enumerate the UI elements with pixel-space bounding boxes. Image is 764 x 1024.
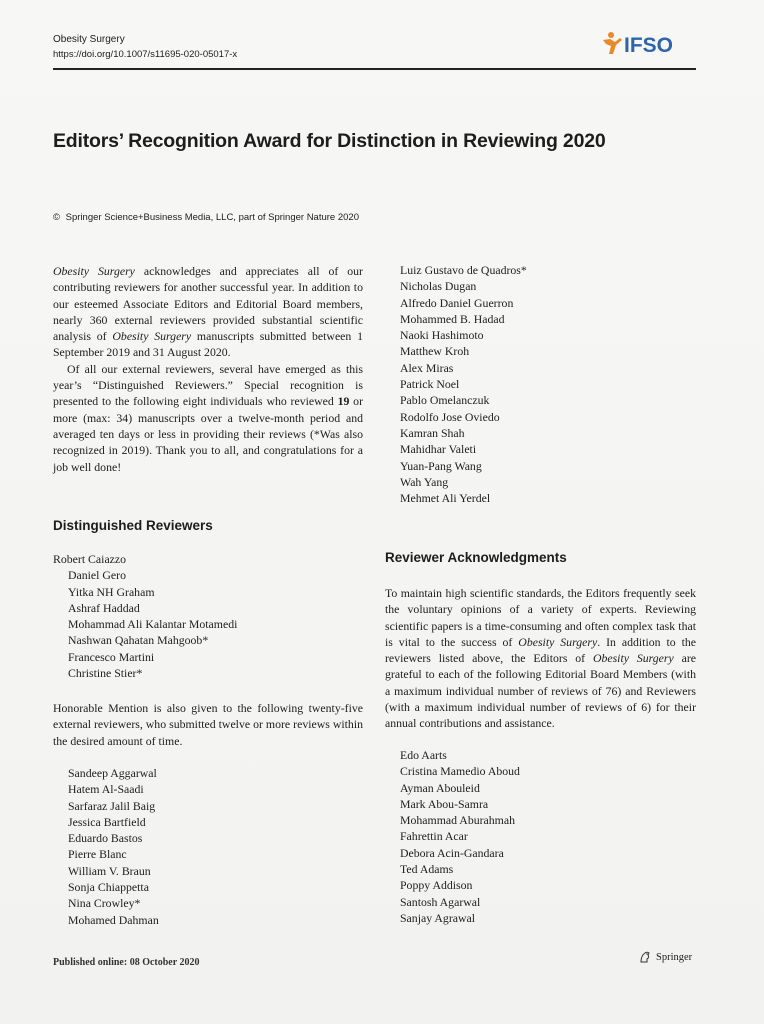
springer-logo (638, 950, 692, 964)
doi-link[interactable]: https://doi.org/10.1007/s11695-020-05017-x (53, 49, 238, 60)
reviewer-name: Nicholas Dugan (400, 279, 477, 294)
reviewer-name: Mohammed B. Hadad (400, 311, 505, 326)
honorable-list-right-wrap (385, 262, 696, 506)
acknowledgments-paragraph: To maintain high scientific standards, the Editors frequently seek the voluntary opinions of a variety of experts. Reviewing scientific papers is a time-consuming and often complex task that is vital to the success of Obesity Surgery. In addition to the reviewers listed above, the Editors of Obesity Surgery are grateful to each of the following Editorial Board Members (with a maximum individual number of reviews of 76) and Reviewers (with a maximum individual number of reviews of 6) for their annual contributions and assistance. (385, 586, 696, 731)
reviewer-name: Ashraf Haddad (68, 600, 140, 615)
reviewer-name: Nashwan Qahatan Mahgoob* (68, 633, 209, 648)
reviewer-name: Sarfaraz Jalil Baig (68, 798, 156, 813)
reviewer-name: Patrick Noel (400, 377, 460, 392)
reviewer-name: Yuan-Pang Wang (400, 458, 482, 473)
published-date: Published online: 08 October 2020 (53, 957, 200, 968)
reviewer-name: Mahidhar Valeti (400, 442, 477, 457)
reviewer-name: Rodolfo Jose Oviedo (400, 409, 500, 424)
distinguished-list (53, 551, 363, 681)
reviewer-name: Kamran Shah (400, 425, 465, 440)
springer-horse-icon (638, 950, 652, 964)
journal-name: Obesity Surgery (53, 34, 125, 45)
reviewer-name: Sandeep Aggarwal (68, 766, 157, 780)
reviewer-name: Debora Acin-Gandara (400, 845, 504, 860)
reviewer-name: Matthew Kroh (400, 344, 470, 359)
journal-ref: Obesity Surgery (592, 651, 674, 666)
reviewer-name: Christine Stier* (68, 666, 143, 681)
acknowledgments-text (385, 585, 696, 732)
reviewer-name: Ted Adams (400, 862, 454, 877)
springer-text: Springer (656, 951, 693, 963)
reviewer-name: Santosh Agarwal (400, 894, 481, 909)
reviewer-name: Naoki Hashimoto (400, 328, 484, 343)
intro-text (53, 263, 363, 475)
honorable-list-right (385, 262, 696, 506)
logo-text: IFSO (624, 34, 674, 57)
honorable-list-left (53, 765, 363, 928)
reviewer-name: Mark Abou-Samra (400, 796, 489, 811)
reviewer-name: William V. Braun (68, 863, 151, 878)
reviewer-name: Mohammad Aburahmah (400, 813, 515, 828)
reviewer-name: Poppy Addison (400, 878, 473, 893)
reviewer-name: Sonja Chiappetta (68, 880, 149, 895)
journal-ref: Obesity Surgery (112, 329, 192, 344)
reviewer-name: Francesco Martini (68, 649, 155, 664)
reviewer-name: Alex Miras (400, 360, 454, 375)
article-title: Editors’ Recognition Award for Distinction in Reviewing 2020 (53, 130, 606, 152)
ifso-logo (600, 30, 698, 58)
distinguished-list-wrap (53, 551, 363, 681)
reviewer-name: Yitka NH Graham (68, 584, 155, 599)
honorable-list-left-wrap (53, 765, 363, 928)
reviewer-name: Mohamed Dahman (68, 912, 159, 927)
reviewer-name: Alfredo Daniel Guerron (400, 295, 514, 310)
reviewer-name: Luiz Gustavo de Quadros* (400, 263, 527, 277)
reviewer-name: Jessica Bartfield (68, 814, 146, 829)
reviewer-name: Wah Yang (400, 474, 449, 489)
reviewer-name: Nina Crowley* (68, 896, 141, 911)
review-count: 19 (337, 394, 350, 409)
intro-paragraph-1: Obesity Surgery acknowledges and appreciates all of our contributing reviewers for another successful year. In addition to our esteemed Associate Editors and Editorial Board members, nearly 360 external reviewers provided substantial scientific analysis of Obesity Surgery manuscripts submitted between 1 September 2019 and 31 August 2020. (53, 264, 363, 360)
reviewer-name: Mohammad Ali Kalantar Motamedi (68, 617, 238, 632)
intro-paragraph-2: Of all our external reviewers, several have emerged as this year’s “Distinguished Reviewers.” Special recognition is presented to the following eight individuals who reviewed 19 or more (max: 34) manuscripts over a twelve-month period and averaged ten days or less in providing their reviews (*Was also recognized in 2019). Thank you to all, and congratulations for a job well done! (53, 361, 363, 474)
acknowledgments-list-wrap (385, 747, 696, 926)
reviewer-name: Fahrettin Acar (400, 829, 468, 844)
reviewer-name: Ayman Abouleid (400, 780, 480, 795)
reviewer-name: Hatem Al-Saadi (68, 782, 144, 797)
reviewer-name: Sanjay Agrawal (400, 910, 476, 925)
reviewer-name: Pierre Blanc (68, 847, 127, 862)
acknowledgments-list (385, 747, 696, 926)
journal-ref: Obesity Surgery (518, 634, 598, 649)
reviewer-name: Edo Aarts (400, 748, 447, 762)
reviewer-name: Eduardo Bastos (68, 831, 143, 846)
journal-ref: Obesity Surgery (53, 264, 135, 278)
copyright-symbol: © (53, 212, 60, 223)
distinguished-heading: Distinguished Reviewers (53, 518, 213, 533)
honorable-text: Honorable Mention is also given to the following twenty-five external reviewers, who submitted twelve or more reviews within the desired amount of time. (53, 701, 363, 748)
figure-icon (603, 32, 622, 54)
copyright-line (53, 212, 359, 223)
reviewer-name: Mehmet Ali Yerdel (400, 491, 491, 506)
reviewer-name: Robert Caiazzo (53, 552, 127, 566)
header-rule (53, 68, 696, 70)
reviewer-name: Cristina Mamedio Aboud (400, 764, 520, 779)
acknowledgments-heading: Reviewer Acknowledgments (385, 550, 567, 565)
reviewer-name: Pablo Omelanczuk (400, 393, 490, 408)
reviewer-name: Daniel Gero (68, 568, 126, 583)
copyright-text: Springer Science+Business Media, LLC, part of Springer Nature 2020 (65, 212, 359, 223)
